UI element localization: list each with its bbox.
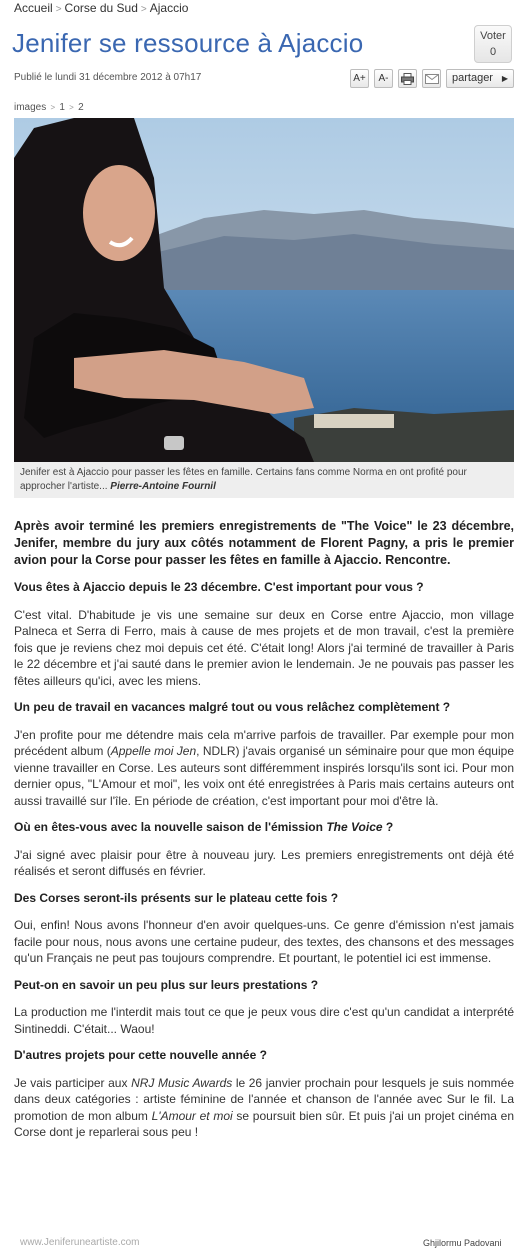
interview-question: Un peu de travail en vacances malgré tout ou vous relâchez complètement ? <box>14 700 451 714</box>
share-label: partager <box>452 72 493 84</box>
article-lead: Après avoir terminé les premiers enregistrements de "The Voice" le 23 décembre, Jenifer, membre du jury aux côtés notamment de Florent Pagny, a pris le premier avion pour la Corse pour passer les fêtes en famille à Ajaccio. Rencontre. <box>14 519 514 567</box>
interview-question <box>14 819 514 836</box>
vote-button[interactable] <box>474 25 512 63</box>
interview-answer: J'ai signé avec plaisir pour être à nouveau jury. Les premiers enregistrements ont déjà été réalisés et seront diffusés en février. <box>14 847 514 878</box>
interview-question: D'autres projets pour cette nouvelle année ? <box>14 1048 267 1062</box>
breadcrumb-corse-du-sud[interactable]: Corse du Sud <box>64 1 138 15</box>
breadcrumb-separator-icon: > <box>140 4 147 15</box>
font-decrease-button[interactable]: A- <box>374 69 393 88</box>
share-button[interactable] <box>446 69 514 88</box>
awards-title: NRJ Music Awards <box>131 1075 233 1090</box>
interview-question: Peut-on en savoir un peu plus sur leurs prestations ? <box>14 977 319 992</box>
email-button[interactable] <box>422 69 441 88</box>
article-body <box>14 518 514 1151</box>
page-title: Jenifer se ressource à Ajaccio <box>12 28 364 58</box>
interview-question: Vous êtes à Ajaccio depuis le 23 décembre. C'est important pour vous ? <box>14 580 424 594</box>
album-title: Appelle moi Jen <box>110 744 197 758</box>
interview-answer: C'est vital. D'habitude je vis une semaine sur deux en Corse entre Ajaccio, mon village Palneca et Serra di Ferro, mais à cause de mes projets et de mon travail, c'est la première fois que je reviens chez moi depuis cet été. C'était long! Alors j'ai terminé de travailler à Paris le 22 décembre et j'ai sauté dans le premier avion le lendemain. Je ne pouvais pas passer les fêtes ailleurs qu'ici, avec les miens. <box>14 607 514 688</box>
publish-date: Publié le lundi 31 décembre 2012 à 07h17 <box>14 72 202 83</box>
article-author: Ghjilormu Padovani <box>423 1238 502 1248</box>
answer-text: le 26 janvier prochain pour lesquels je suis nommée dans deux catégories : artiste féminine de l'année et chanson de l'année avec Sur le fil. La promotion de mon album <box>14 1075 514 1123</box>
interview-answer <box>14 1075 514 1141</box>
breadcrumb-ajaccio[interactable]: Ajaccio <box>149 1 189 15</box>
vote-label: Voter <box>480 30 506 42</box>
font-increase-button[interactable]: A+ <box>350 69 369 88</box>
gallery-page-2[interactable]: 2 <box>78 102 84 113</box>
show-title: The Voice <box>326 820 383 834</box>
gallery-pagination <box>14 102 84 113</box>
album-title: L'Amour et moi <box>151 1108 233 1123</box>
question-text: ? <box>382 820 394 834</box>
chevron-right-icon: ▶ <box>501 74 508 83</box>
gallery-page-1[interactable]: 1 <box>59 102 65 113</box>
gallery-separator-icon: > <box>66 103 77 112</box>
answer-text: , NDLR) j'avais organisé un séminaire pour que mon équipe vienne travailler en Corse. Les auteurs sont différemment inspirés lorsqu'ils sont ici. Pour mon dernier opus, "L'Amour et moi", les voix ont été enregistrées à Paris mais certains auteurs ont aussi travaillé sur l'île. En période de création, c'est important pour moi d'être là. <box>14 744 514 808</box>
envelope-icon <box>425 74 439 84</box>
answer-text: Je vais participer aux <box>14 1075 132 1090</box>
interview-answer: La production me l'interdit mais tout ce que je peux vous dire c'est qu'un candidat a interprété Sintineddi. C'était... Waou! <box>14 1005 514 1036</box>
interview-answer <box>14 727 514 810</box>
breadcrumb-home[interactable]: Accueil <box>14 1 53 15</box>
question-text: Où en êtes-vous avec la nouvelle saison de l'émission <box>14 820 327 834</box>
article-photo[interactable] <box>14 118 514 462</box>
interview-question: Des Corses seront-ils présents sur le plateau cette fois ? <box>14 890 339 905</box>
site-watermark: www.Jeniferuneartiste.com <box>20 1237 140 1248</box>
photo-illustration <box>14 118 514 462</box>
answer-text: se poursuit bien sûr. Et puis j'ai un projet cinéma en Corse dont je reparlerai sous peu ! <box>14 1108 515 1139</box>
vote-count: 0 <box>489 46 497 58</box>
gallery-label: images <box>14 102 47 113</box>
caption-text: Jenifer est à Ajaccio pour passer les fêtes en famille. Certains fans comme Norma en ont profité pour approcher l'artiste... <box>20 467 467 492</box>
print-button[interactable] <box>398 69 417 88</box>
photo-credit: Pierre-Antoine Fournil <box>110 481 216 492</box>
breadcrumb <box>14 1 188 15</box>
printer-icon <box>401 73 414 85</box>
answer-text: J'en profite pour me détendre mais cela m'arrive parfois de travailler. Par exemple pour mon précédent album ( <box>14 727 514 758</box>
interview-answer: Oui, enfin! Nous avons l'honneur d'en avoir quelques-uns. Ce genre d'émission n'est jamais facile pour nous, nous avons une certaine pudeur, des textes, des chansons et des messages qu'un Français ne peut pas toujours comprendre. Et pourtant, le potentiel ici est immense. <box>14 918 514 965</box>
gallery-separator-icon: > <box>48 103 58 112</box>
breadcrumb-separator-icon: > <box>55 4 62 15</box>
photo-caption <box>14 462 514 498</box>
